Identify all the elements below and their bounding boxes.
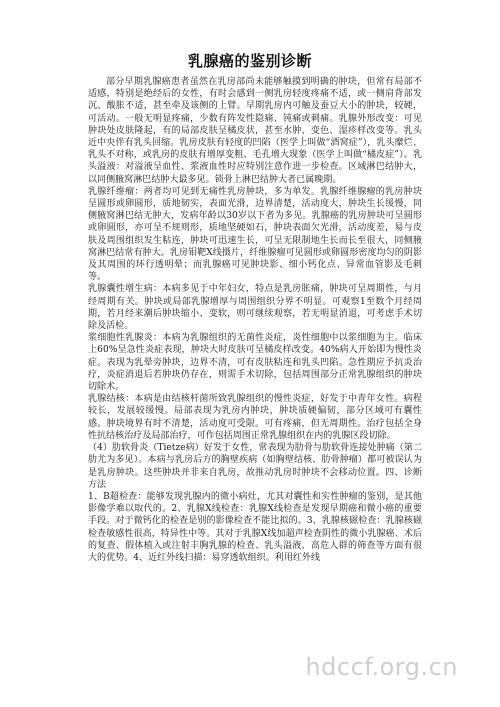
document-body [88,76,422,564]
paragraph-diagnostic-methods: 1、B超检查：能够发现乳腺内的微小病灶，尤其对囊性和实性肿瘤的鉴别，是其他影像学难以取代的。2、乳腺X线检查：乳腺X线检查是发现早期癌和微小癌的重要手段。对于微钙化的检查是别的影像检查不能比拟的。3、乳腺核磁检查：乳腺核磁检查敏感性很高，特异性中等。其对于乳腺X线加超声检查阴性的微小乳腺癌、术后的复查、假体植入或注射丰胸乳腺的检查、乳头溢液、高危人群的筛查等方面有很大的优势。4、近红外线扫描：易穿透软组织。利用红外线 [88,491,422,563]
site-watermark: hdccf.org.cn [305,653,458,681]
paragraph-tietze-disease: （4）肋软骨炎（Tietze病）好发于女性，常表现为肋骨与肋软骨连接处肿痛（第二肋尤为多见）。本病与乳房后方的胸壁疾病（如胸壁结核、肋骨肿瘤）都可被误认为是乳房肿块。这些肿块并非来自乳房，故推动乳房时肿块不会移动位置。四、诊断方法 [88,443,422,490]
paragraph-fibroadenoma: 乳腺纤维瘤：两者均可见到无痛性乳房肿块，多为单发。乳腺纤维腺瘤的乳房肿块呈圆形或卵圆形，质地韧实，表面光滑，边界清楚，活动度大，肿块生长缓慢，同侧腋窝淋巴结无肿大，发病年龄以30岁以下者为多见。乳腺癌的乳房肿块可呈圆形或卵圆形，亦可呈不规则形，质地坚硬如石，肿块表面欠光滑，活动度差，易与皮肤及周围组织发生粘连，肿块可迅速生长，可呈无限制地生长而长至很大，同侧腋窝淋巴结常有肿大。乳房钼靶X线摄片，纤维腺瘤可见圆形或卵圆形密度均匀的阴影及其周围的环行透明晕；而乳腺癌可见肿块影、细小钙化点、异常血管影及毛刺等。 [88,186,422,283]
paragraph-intro: 部分早期乳腺癌患者虽然在乳房部尚未能够触摸到明确的肿块，但常有局部不适感，特别是绝经后的女性，有时会感到一侧乳房轻度疼痛不适，或一侧肩背部发沉、酸胀不适，甚至牵及该侧的上臂。早期乳房内可触及蚕豆大小的肿块，较硬，可活动。一般无明显疼痛，少数有阵发性隐痛、钝痛或刺痛。乳腺外形改变：可见肿块处皮肤隆起，有的局部皮肤呈橘皮状，甚至水肿、变色、湿疹样改变等。乳头近中央伴有乳头回缩。乳房皮肤有轻度的凹陷（医学上叫做“酒窝症”），乳头糜烂、乳头不对称，或乳房的皮肤有增厚变粗、毛孔增大现象（医学上叫做“橘皮症”）。乳头溢液：对溢液呈血性、浆液血性时应特别注意作进一步检查。区域淋巴结肿大，以同侧腋窝淋巴结肿大最多见。锁骨上淋巴结肿大者已属晚期。 [88,77,422,185]
paragraph-breast-tuberculosis: 乳腺结核：本病是由结核杆菌所致乳腺组织的慢性炎症，好发于中青年女性。病程较长，发展较缓慢。局部表现为乳房内肿块，肿块质硬偏韧，部分区域可有囊性感。肿块境界有时不清楚，活动度可受限。可有疼痛，但无周期性。治疗包括全身性抗结核治疗及局部治疗，可作包括周围正常乳腺组织在内的乳腺区段切除。 [88,394,422,441]
document-title: 乳腺癌的鉴别诊断 [187,52,312,70]
paragraph-cystic-hyperplasia: 乳腺囊性增生病：本病多见于中年妇女，特点是乳房胀痛，肿块可呈周期性，与月经周期有关。肿块或局部乳腺增厚与周围组织分界不明显。可观察1至数个月经周期，若月经来潮后肿块缩小、变软，则可继续观察，若无明显消退，可考虑手术切除及活检。 [88,284,422,332]
paragraph-plasma-cell-mastitis: 浆细胞性乳腺炎：本病为乳腺组织的无菌性炎症，炎性细胞中以浆细胞为主。临床上60%呈急性炎症表现，肿块大时皮肤可呈橘皮样改变。40%病人开始即为慢性炎症。表现为乳晕旁肿块，边界不清，可有皮肤粘连和乳头凹陷。急性期应予抗炎治疗，炎症消退后若肿块仍存在，则需手术切除，包括周围部分正常乳腺组织的肿块切除术。 [88,333,422,393]
